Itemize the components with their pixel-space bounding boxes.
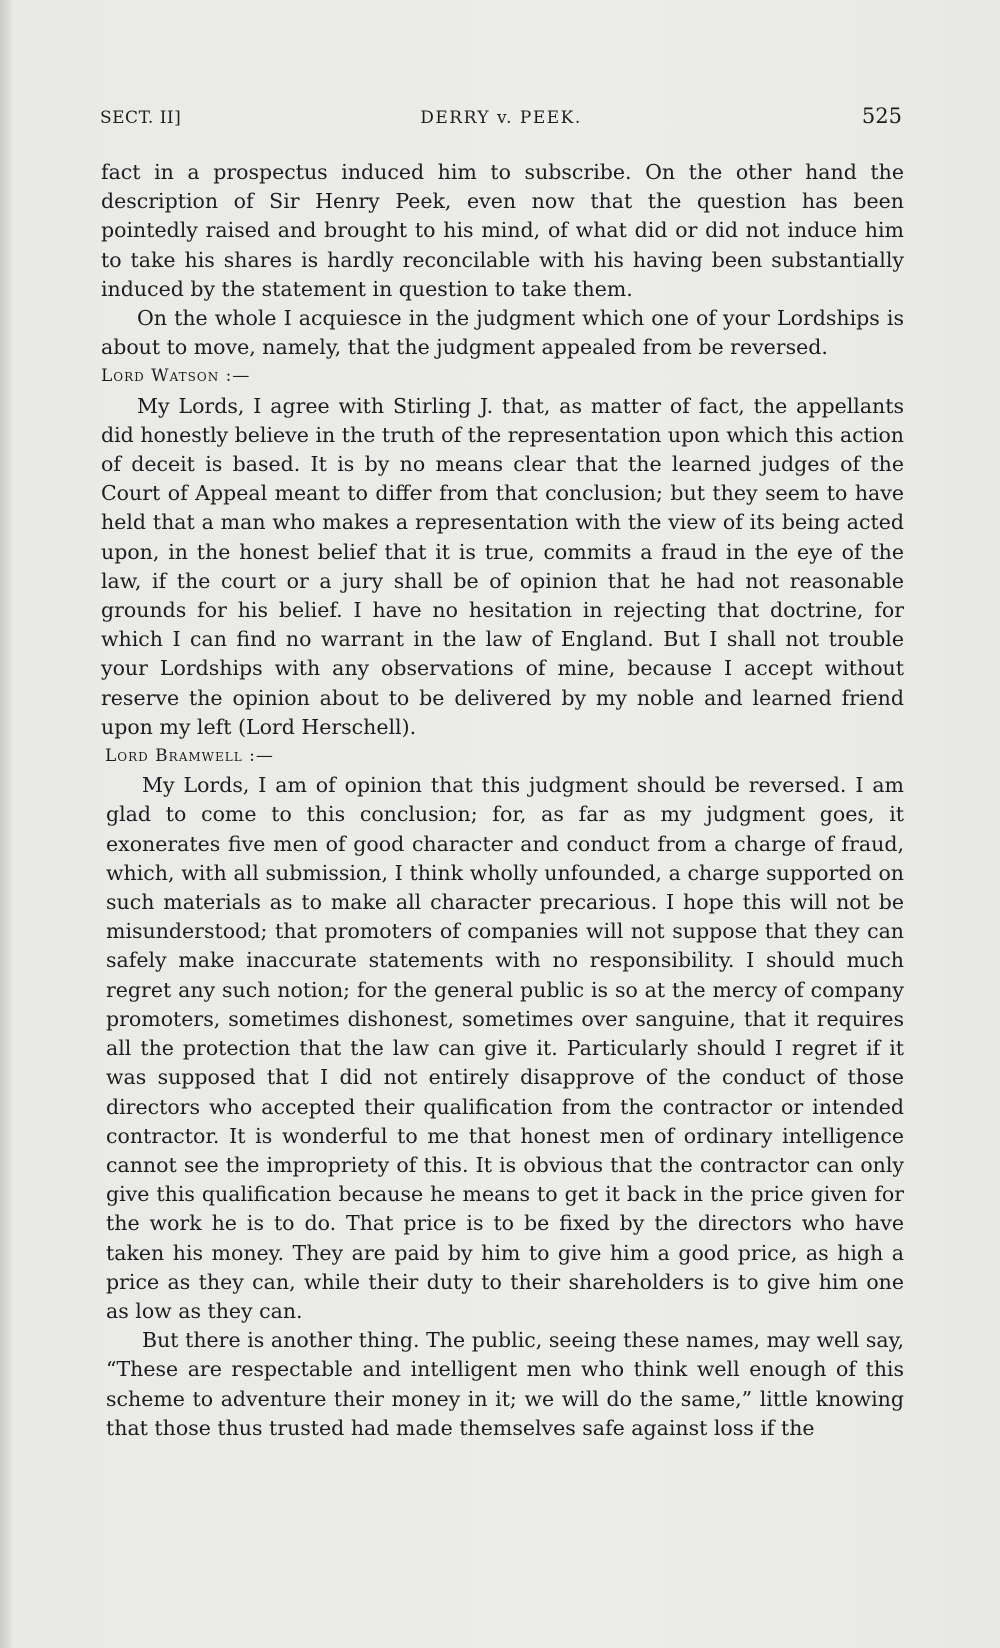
speaker-heading: Lord Bramwell :— (105, 746, 274, 767)
paragraph: fact in a prospectus induced him to subscribe. On the other hand the description of Sir Henry Peek, even now that the question has been pointedly raised and brought to his mind, of what did or did not induce him to take his shares is hardly reconcilable with his having been substantially induced by the statement in question to take them. (101, 160, 904, 301)
page-number: 525 (861, 104, 902, 128)
speaker-heading: Lord Watson :— (101, 366, 251, 387)
running-header (100, 104, 902, 132)
paragraph: My Lords, I agree with Stirling J. that, as matter of fact, the appellants did honestly believe in the truth of the representation upon which this action of deceit is based. It is by no means clear that the learned judges of the Court of Appeal meant to differ from that conclusion; but they seem to have held that a man who makes a representation with the view of its being acted upon, in the honest belief that it is true, commits a fraud in the eye of the law, if the court or a jury shall be of opinion that he had not reasonable grounds for his belief. I have no hesitation in rejecting that doctrine, for which I can find no warrant in the law of England. But I shall not trouble your Lordships with any observations of mine, because I accept without reserve the opinion about to be delivered by my noble and learned friend upon my left (Lord Herschell). (101, 393, 904, 739)
paragraph: My Lords, I am of opinion that this judgment should be reversed. I am glad to come to this conclusion; for, as far as my judgment goes, it exonerates five men of good character and conduct from a charge of fraud, which, with all submission, I think wholly unfounded, a charge supported on such materials as to make all character precarious. I hope this will not be misunderstood; that promoters of companies will not suppose that they can safely make inaccurate statements with no responsibility. I should much regret any such notion; for the general public is so at the mercy of company promoters, sometimes dishonest, sometimes over sanguine, that it requires all the protection that the law can give it. Particularly should I regret if it was supposed that I did not entirely disapprove of the conduct of those directors who accepted their qualification from the contractor or intended contractor. It is wonderful to me that honest men of ordinary intelligence cannot see the impropriety of this. It is obvious that the contractor can only give this qualification because he means to get it back in the price given for the work he is to do. That price is to be fixed by the directors who have taken his money. They are paid by him to give him a good price, as high a price as they can, while their duty to their shareholders is to give him one as low as they can. (106, 773, 904, 1323)
section-label: SECT. II] (100, 108, 182, 128)
case-title: DERRY v. PEEK. (420, 108, 582, 128)
paragraph: On the whole I acquiesce in the judgment which one of your Lordships is about to move, namely, that the judgment appealed from be reversed. (101, 306, 904, 360)
paragraph: But there is another thing. The public, seeing these names, may well say, “These are respectable and intelligent men who think well enough of this scheme to adventure their money in it; we will do the same,” little knowing that those thus trusted had made themselves safe against loss if the (106, 1328, 904, 1440)
body-text (101, 158, 904, 1443)
